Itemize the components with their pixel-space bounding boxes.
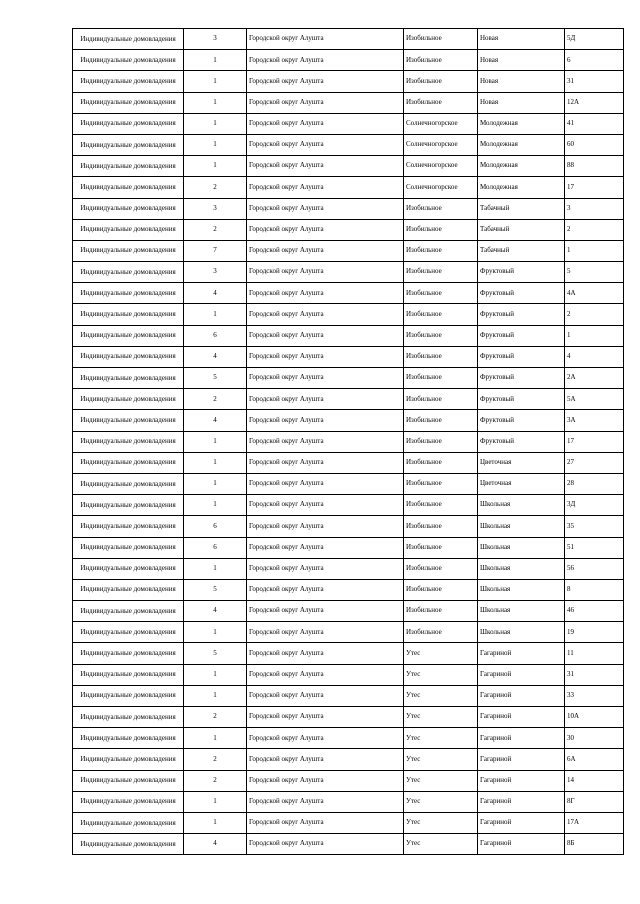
cell-settlement: Изобильное: [404, 601, 478, 622]
cell-street: Молодежная: [478, 134, 565, 155]
cell-street: Фруктовый: [478, 410, 565, 431]
cell-house: 33: [565, 685, 624, 706]
cell-house: 2А: [565, 368, 624, 389]
cell-settlement: Изобильное: [404, 198, 478, 219]
cell-house: 17: [565, 177, 624, 198]
cell-count: 5: [184, 643, 247, 664]
cell-settlement: Изобильное: [404, 368, 478, 389]
table-row: [73, 622, 624, 643]
cell-house: 2: [565, 219, 624, 240]
cell-district: Городской округ Алушта: [247, 749, 404, 770]
cell-district: Городской округ Алушта: [247, 113, 404, 134]
cell-street: Новая: [478, 29, 565, 50]
cell-count: 1: [184, 431, 247, 452]
cell-count: 1: [184, 71, 247, 92]
cell-house: 17: [565, 431, 624, 452]
cell-type: Индивидуальные домовладения: [73, 219, 184, 240]
table-row: [73, 50, 624, 71]
table-row: [73, 495, 624, 516]
cell-street: Школьная: [478, 579, 565, 600]
cell-street: Фруктовый: [478, 389, 565, 410]
cell-type: Индивидуальные домовладения: [73, 50, 184, 71]
table-row: [73, 198, 624, 219]
cell-district: Городской округ Алушта: [247, 558, 404, 579]
cell-district: Городской округ Алушта: [247, 664, 404, 685]
cell-type: Индивидуальные домовладения: [73, 728, 184, 749]
cell-house: 28: [565, 473, 624, 494]
table-row: [73, 262, 624, 283]
cell-house: 6А: [565, 749, 624, 770]
cell-type: Индивидуальные домовладения: [73, 304, 184, 325]
cell-street: Школьная: [478, 495, 565, 516]
cell-type: Индивидуальные домовладения: [73, 325, 184, 346]
table-row: [73, 749, 624, 770]
cell-house: 19: [565, 622, 624, 643]
cell-count: 5: [184, 368, 247, 389]
cell-house: 88: [565, 156, 624, 177]
cell-settlement: Утес: [404, 664, 478, 685]
table-row: [73, 516, 624, 537]
cell-type: Индивидуальные домовладения: [73, 707, 184, 728]
cell-street: Гагариной: [478, 834, 565, 855]
cell-count: 1: [184, 495, 247, 516]
cell-district: Городской округ Алушта: [247, 134, 404, 155]
table-row: [73, 728, 624, 749]
cell-count: 6: [184, 537, 247, 558]
cell-type: Индивидуальные домовладения: [73, 685, 184, 706]
cell-settlement: Изобильное: [404, 495, 478, 516]
cell-type: Индивидуальные домовладения: [73, 134, 184, 155]
table-row: [73, 29, 624, 50]
cell-district: Городской округ Алушта: [247, 622, 404, 643]
cell-house: 1: [565, 325, 624, 346]
cell-house: 5: [565, 262, 624, 283]
cell-type: Индивидуальные домовладения: [73, 262, 184, 283]
table-body: [73, 29, 624, 855]
cell-district: Городской округ Алушта: [247, 304, 404, 325]
cell-settlement: Изобильное: [404, 262, 478, 283]
cell-settlement: Изобильное: [404, 304, 478, 325]
cell-count: 2: [184, 389, 247, 410]
cell-street: Молодежная: [478, 113, 565, 134]
cell-count: 1: [184, 156, 247, 177]
table-row: [73, 834, 624, 855]
cell-street: Школьная: [478, 622, 565, 643]
cell-type: Индивидуальные домовладения: [73, 389, 184, 410]
cell-settlement: Утес: [404, 770, 478, 791]
cell-type: Индивидуальные домовладения: [73, 156, 184, 177]
cell-street: Табачный: [478, 240, 565, 261]
cell-count: 1: [184, 791, 247, 812]
cell-count: 2: [184, 177, 247, 198]
cell-settlement: Солнечногорское: [404, 156, 478, 177]
cell-settlement: Изобильное: [404, 431, 478, 452]
table-row: [73, 707, 624, 728]
cell-street: Цветочная: [478, 452, 565, 473]
cell-district: Городской округ Алушта: [247, 431, 404, 452]
cell-settlement: Изобильное: [404, 346, 478, 367]
cell-type: Индивидуальные домовладения: [73, 579, 184, 600]
cell-house: 31: [565, 71, 624, 92]
cell-house: 17А: [565, 812, 624, 833]
cell-type: Индивидуальные домовладения: [73, 791, 184, 812]
cell-settlement: Изобильное: [404, 71, 478, 92]
cell-street: Школьная: [478, 601, 565, 622]
table-row: [73, 431, 624, 452]
cell-settlement: Изобильное: [404, 516, 478, 537]
cell-house: 31: [565, 664, 624, 685]
cell-street: Гагариной: [478, 791, 565, 812]
cell-settlement: Изобильное: [404, 389, 478, 410]
cell-settlement: Изобильное: [404, 240, 478, 261]
cell-count: 1: [184, 134, 247, 155]
cell-count: 1: [184, 50, 247, 71]
cell-count: 3: [184, 29, 247, 50]
cell-count: 1: [184, 113, 247, 134]
cell-district: Городской округ Алушта: [247, 516, 404, 537]
cell-type: Индивидуальные домовладения: [73, 537, 184, 558]
cell-street: Фруктовый: [478, 283, 565, 304]
cell-street: Гагариной: [478, 728, 565, 749]
cell-type: Индивидуальные домовладения: [73, 770, 184, 791]
cell-street: Гагариной: [478, 812, 565, 833]
cell-type: Индивидуальные домовладения: [73, 368, 184, 389]
cell-street: Школьная: [478, 516, 565, 537]
cell-type: Индивидуальные домовладения: [73, 834, 184, 855]
cell-settlement: Изобильное: [404, 452, 478, 473]
cell-type: Индивидуальные домовладения: [73, 749, 184, 770]
cell-count: 6: [184, 516, 247, 537]
cell-district: Городской округ Алушта: [247, 812, 404, 833]
cell-settlement: Утес: [404, 685, 478, 706]
cell-street: Школьная: [478, 558, 565, 579]
cell-district: Городской округ Алушта: [247, 283, 404, 304]
cell-count: 6: [184, 325, 247, 346]
cell-type: Индивидуальные домовладения: [73, 410, 184, 431]
cell-district: Городской округ Алушта: [247, 537, 404, 558]
cell-type: Индивидуальные домовладения: [73, 452, 184, 473]
cell-street: Гагариной: [478, 664, 565, 685]
cell-street: Молодежная: [478, 156, 565, 177]
cell-district: Городской округ Алушта: [247, 410, 404, 431]
cell-house: 30: [565, 728, 624, 749]
table-row: [73, 92, 624, 113]
cell-district: Городской округ Алушта: [247, 834, 404, 855]
cell-house: 10А: [565, 707, 624, 728]
table-row: [73, 113, 624, 134]
table-row: [73, 219, 624, 240]
document-page: [72, 28, 624, 855]
cell-district: Городской округ Алушта: [247, 50, 404, 71]
cell-settlement: Изобильное: [404, 29, 478, 50]
cell-street: Фруктовый: [478, 304, 565, 325]
cell-settlement: Солнечногорское: [404, 134, 478, 155]
cell-settlement: Изобильное: [404, 473, 478, 494]
cell-type: Индивидуальные домовладения: [73, 516, 184, 537]
cell-count: 4: [184, 283, 247, 304]
cell-house: 3: [565, 198, 624, 219]
cell-district: Городской округ Алушта: [247, 643, 404, 664]
cell-settlement: Солнечногорское: [404, 177, 478, 198]
cell-count: 2: [184, 219, 247, 240]
table-row: [73, 791, 624, 812]
cell-house: 6: [565, 50, 624, 71]
table-row: [73, 346, 624, 367]
cell-district: Городской округ Алушта: [247, 707, 404, 728]
cell-district: Городской округ Алушта: [247, 156, 404, 177]
cell-settlement: Утес: [404, 707, 478, 728]
cell-count: 1: [184, 473, 247, 494]
cell-house: 2: [565, 304, 624, 325]
cell-count: 1: [184, 558, 247, 579]
cell-settlement: Солнечногорское: [404, 113, 478, 134]
cell-district: Городской округ Алушта: [247, 71, 404, 92]
cell-count: 1: [184, 685, 247, 706]
cell-district: Городской округ Алушта: [247, 579, 404, 600]
cell-house: 4А: [565, 283, 624, 304]
cell-count: 1: [184, 304, 247, 325]
table-row: [73, 368, 624, 389]
cell-street: Новая: [478, 71, 565, 92]
cell-settlement: Изобильное: [404, 50, 478, 71]
cell-house: 27: [565, 452, 624, 473]
cell-settlement: Изобильное: [404, 537, 478, 558]
addresses-table: [72, 28, 624, 855]
table-row: [73, 283, 624, 304]
table-row: [73, 325, 624, 346]
cell-count: 7: [184, 240, 247, 261]
cell-street: Новая: [478, 92, 565, 113]
cell-house: 8Б: [565, 834, 624, 855]
cell-district: Городской округ Алушта: [247, 240, 404, 261]
cell-count: 4: [184, 834, 247, 855]
cell-settlement: Изобильное: [404, 558, 478, 579]
cell-house: 4: [565, 346, 624, 367]
cell-street: Фруктовый: [478, 346, 565, 367]
cell-settlement: Изобильное: [404, 283, 478, 304]
cell-count: 3: [184, 198, 247, 219]
cell-type: Индивидуальные домовладения: [73, 473, 184, 494]
cell-street: Школьная: [478, 537, 565, 558]
cell-type: Индивидуальные домовладения: [73, 812, 184, 833]
cell-type: Индивидуальные домовладения: [73, 113, 184, 134]
cell-settlement: Утес: [404, 643, 478, 664]
cell-district: Городской округ Алушта: [247, 389, 404, 410]
cell-type: Индивидуальные домовладения: [73, 92, 184, 113]
table-row: [73, 664, 624, 685]
cell-type: Индивидуальные домовладения: [73, 29, 184, 50]
cell-house: 46: [565, 601, 624, 622]
cell-type: Индивидуальные домовладения: [73, 643, 184, 664]
cell-house: 5Д: [565, 29, 624, 50]
cell-district: Городской округ Алушта: [247, 452, 404, 473]
cell-count: 4: [184, 410, 247, 431]
cell-street: Фруктовый: [478, 368, 565, 389]
cell-type: Индивидуальные домовладения: [73, 601, 184, 622]
table-row: [73, 177, 624, 198]
table-row: [73, 685, 624, 706]
cell-type: Индивидуальные домовладения: [73, 177, 184, 198]
cell-street: Фруктовый: [478, 325, 565, 346]
cell-type: Индивидуальные домовладения: [73, 283, 184, 304]
cell-type: Индивидуальные домовладения: [73, 622, 184, 643]
cell-house: 35: [565, 516, 624, 537]
cell-district: Городской округ Алушта: [247, 473, 404, 494]
cell-house: 60: [565, 134, 624, 155]
cell-street: Гагариной: [478, 707, 565, 728]
cell-type: Индивидуальные домовладения: [73, 664, 184, 685]
cell-district: Городской округ Алушта: [247, 495, 404, 516]
table-row: [73, 389, 624, 410]
cell-settlement: Утес: [404, 791, 478, 812]
cell-type: Индивидуальные домовладения: [73, 495, 184, 516]
table-row: [73, 134, 624, 155]
table-row: [73, 643, 624, 664]
cell-street: Молодежная: [478, 177, 565, 198]
cell-settlement: Утес: [404, 749, 478, 770]
cell-count: 1: [184, 92, 247, 113]
cell-house: 3Д: [565, 495, 624, 516]
cell-type: Индивидуальные домовладения: [73, 558, 184, 579]
cell-district: Городской округ Алушта: [247, 262, 404, 283]
cell-count: 4: [184, 346, 247, 367]
cell-settlement: Утес: [404, 728, 478, 749]
table-row: [73, 579, 624, 600]
cell-settlement: Изобильное: [404, 92, 478, 113]
cell-count: 1: [184, 664, 247, 685]
cell-count: 2: [184, 770, 247, 791]
cell-count: 1: [184, 728, 247, 749]
cell-count: 2: [184, 707, 247, 728]
cell-district: Городской округ Алушта: [247, 601, 404, 622]
cell-district: Городской округ Алушта: [247, 198, 404, 219]
cell-count: 4: [184, 601, 247, 622]
table-row: [73, 537, 624, 558]
table-row: [73, 71, 624, 92]
cell-type: Индивидуальные домовладения: [73, 240, 184, 261]
cell-settlement: Изобильное: [404, 579, 478, 600]
cell-district: Городской округ Алушта: [247, 177, 404, 198]
cell-settlement: Утес: [404, 812, 478, 833]
cell-street: Гагариной: [478, 770, 565, 791]
cell-settlement: Утес: [404, 834, 478, 855]
cell-street: Табачный: [478, 219, 565, 240]
table-row: [73, 304, 624, 325]
cell-type: Индивидуальные домовладения: [73, 431, 184, 452]
table-row: [73, 156, 624, 177]
cell-street: Фруктовый: [478, 262, 565, 283]
cell-district: Городской округ Алушта: [247, 219, 404, 240]
cell-house: 41: [565, 113, 624, 134]
cell-count: 3: [184, 262, 247, 283]
table-row: [73, 452, 624, 473]
cell-settlement: Изобильное: [404, 325, 478, 346]
table-row: [73, 601, 624, 622]
cell-type: Индивидуальные домовладения: [73, 346, 184, 367]
cell-house: 11: [565, 643, 624, 664]
table-row: [73, 410, 624, 431]
table-row: [73, 240, 624, 261]
cell-count: 2: [184, 749, 247, 770]
cell-house: 8Г: [565, 791, 624, 812]
table-row: [73, 558, 624, 579]
table-row: [73, 812, 624, 833]
cell-settlement: Изобильное: [404, 410, 478, 431]
cell-district: Городской округ Алушта: [247, 92, 404, 113]
cell-district: Городской округ Алушта: [247, 346, 404, 367]
cell-street: Фруктовый: [478, 431, 565, 452]
cell-street: Табачный: [478, 198, 565, 219]
cell-street: Цветочная: [478, 473, 565, 494]
cell-district: Городской округ Алушта: [247, 791, 404, 812]
cell-street: Гагариной: [478, 685, 565, 706]
cell-district: Городской округ Алушта: [247, 728, 404, 749]
cell-house: 8: [565, 579, 624, 600]
cell-house: 1: [565, 240, 624, 261]
cell-count: 1: [184, 812, 247, 833]
cell-settlement: Изобильное: [404, 622, 478, 643]
cell-district: Городской округ Алушта: [247, 29, 404, 50]
cell-settlement: Изобильное: [404, 219, 478, 240]
cell-street: Гагариной: [478, 643, 565, 664]
cell-house: 56: [565, 558, 624, 579]
cell-house: 51: [565, 537, 624, 558]
cell-district: Городской округ Алушта: [247, 770, 404, 791]
cell-type: Индивидуальные домовладения: [73, 198, 184, 219]
cell-count: 1: [184, 622, 247, 643]
cell-count: 1: [184, 452, 247, 473]
cell-district: Городской округ Алушта: [247, 685, 404, 706]
table-row: [73, 473, 624, 494]
cell-house: 3А: [565, 410, 624, 431]
cell-count: 5: [184, 579, 247, 600]
cell-type: Индивидуальные домовладения: [73, 71, 184, 92]
cell-house: 12А: [565, 92, 624, 113]
cell-street: Новая: [478, 50, 565, 71]
cell-house: 5А: [565, 389, 624, 410]
table-row: [73, 770, 624, 791]
cell-district: Городской округ Алушта: [247, 325, 404, 346]
cell-house: 14: [565, 770, 624, 791]
cell-district: Городской округ Алушта: [247, 368, 404, 389]
cell-street: Гагариной: [478, 749, 565, 770]
